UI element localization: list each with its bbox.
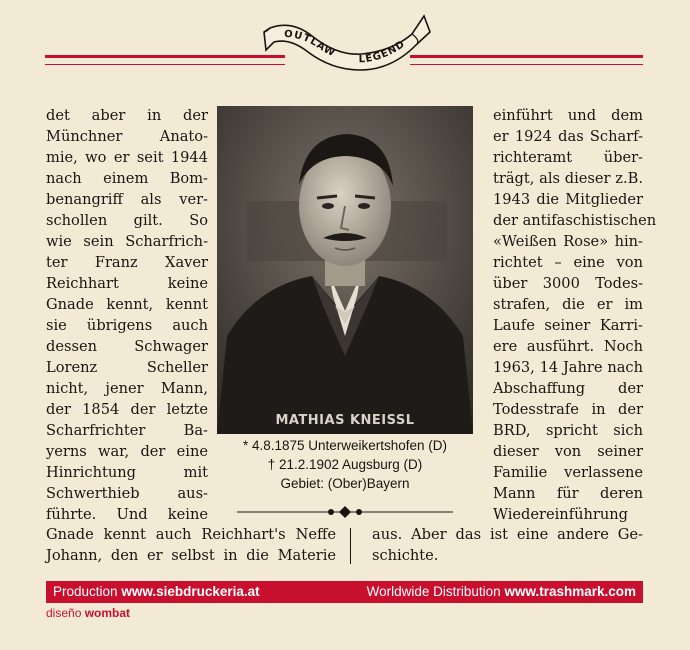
text-line: «Weißen Rose» hin- — [493, 233, 643, 250]
text-line: BRD, spricht sich — [493, 422, 643, 439]
text-line: wie sein Scharfrich- — [46, 233, 208, 250]
production-label: Production — [53, 584, 118, 599]
top-rule-left — [45, 55, 285, 65]
article-left-column — [46, 105, 208, 525]
text-line: nach einem Bom- — [46, 170, 208, 187]
svg-text:OUTLAW — [284, 29, 337, 59]
text-line: sie übrigens auch — [46, 317, 208, 334]
text-line: Lorenz Scheller — [46, 359, 208, 376]
text-line: Schwerthieb aus- — [46, 485, 208, 502]
footer-bar — [46, 581, 643, 603]
text-line: der 1854 der letzte — [46, 401, 208, 418]
text-line: Mann für deren — [493, 485, 643, 502]
text-line: ter Franz Xaver — [46, 254, 208, 271]
text-line: Abschaffung der — [493, 380, 643, 397]
text-line: Todesstrafe in der — [493, 401, 643, 418]
text-line: yerns war, der eine — [46, 443, 208, 460]
text-line: benangriff als ver- — [46, 191, 208, 208]
birth-info: * 4.8.1875 Unterweikertshofen (D) — [242, 438, 448, 453]
divider-ornament — [217, 505, 473, 519]
column-divider — [350, 528, 351, 564]
text-line: Familie verlassene — [493, 464, 643, 481]
region-info: Gebiet: (Ober)Bayern — [280, 476, 410, 491]
outlaw-legend-banner — [262, 6, 432, 86]
text-line: aus. Aber das ist eine andere Ge- — [372, 526, 643, 543]
text-line: er 1924 das Scharf- — [493, 128, 643, 145]
text-line: 1963, 14 Jahre nach — [493, 359, 643, 376]
text-line: mie, wo er seit 1944 — [46, 149, 208, 166]
text-line: Reichhart keine — [46, 275, 208, 292]
text-line: über 3000 Todes- — [493, 275, 643, 292]
text-line: Johann, den er selbst in die Materie — [46, 547, 336, 564]
distribution-label: Worldwide Distribution — [366, 584, 501, 599]
production-link[interactable]: www.siebdruckeria.at — [121, 584, 260, 599]
text-line: trägt, als dieser z.B. — [493, 170, 643, 187]
article-bottom-left — [46, 524, 336, 566]
text-line: Wiedereinführung — [493, 506, 629, 523]
top-rule-right — [410, 55, 643, 65]
design-credit — [46, 606, 130, 620]
text-line: Scharfrichter Ba- — [46, 422, 208, 439]
distribution-link[interactable]: www.trashmark.com — [504, 584, 636, 599]
portrait-caption — [217, 436, 473, 493]
text-line: Hinrichtung mit — [46, 464, 208, 481]
text-line: 1943 die Mitglieder — [493, 191, 643, 208]
text-line: richteramt über- — [493, 149, 643, 166]
footer-production — [53, 581, 260, 603]
death-info: † 21.2.1902 Augsburg (D) — [267, 457, 423, 472]
text-line: der antifaschistischen — [493, 212, 657, 229]
text-line: schichte. — [372, 547, 439, 564]
banner-word-outlaw: OUTLAW — [283, 28, 338, 60]
text-line: dieser von seiner — [493, 443, 643, 460]
text-line: richtet – eine von — [493, 254, 643, 271]
text-line: einführt und dem — [493, 107, 643, 124]
banner-word-legend: LEGEND — [358, 38, 408, 66]
text-line: schollen gilt. So — [46, 212, 208, 229]
article-bottom-right — [372, 524, 643, 566]
text-line: nicht, jener Mann, — [46, 380, 208, 397]
text-line: Laufe seiner Karri- — [493, 317, 643, 334]
text-line: dessen Schwager — [46, 338, 208, 355]
text-line: Münchner Anato- — [46, 128, 208, 145]
text-line: Gnade kennt, kennt — [46, 296, 208, 313]
credit-name: wombat — [84, 606, 131, 620]
text-line: Gnade kennt auch Reichhart's Neffe — [46, 526, 336, 543]
text-line: det aber in der — [46, 107, 208, 124]
portrait-name: MATHIAS KNEISSL — [275, 413, 415, 428]
footer-distribution — [367, 581, 636, 603]
text-line: führte. Und keine — [46, 506, 208, 523]
text-line: ere ausführt. Noch — [493, 338, 643, 355]
article-right-column — [493, 105, 657, 525]
text-line: strafen, die er im — [493, 296, 643, 313]
credit-label: diseño — [46, 606, 82, 620]
portrait-photo — [217, 106, 473, 434]
